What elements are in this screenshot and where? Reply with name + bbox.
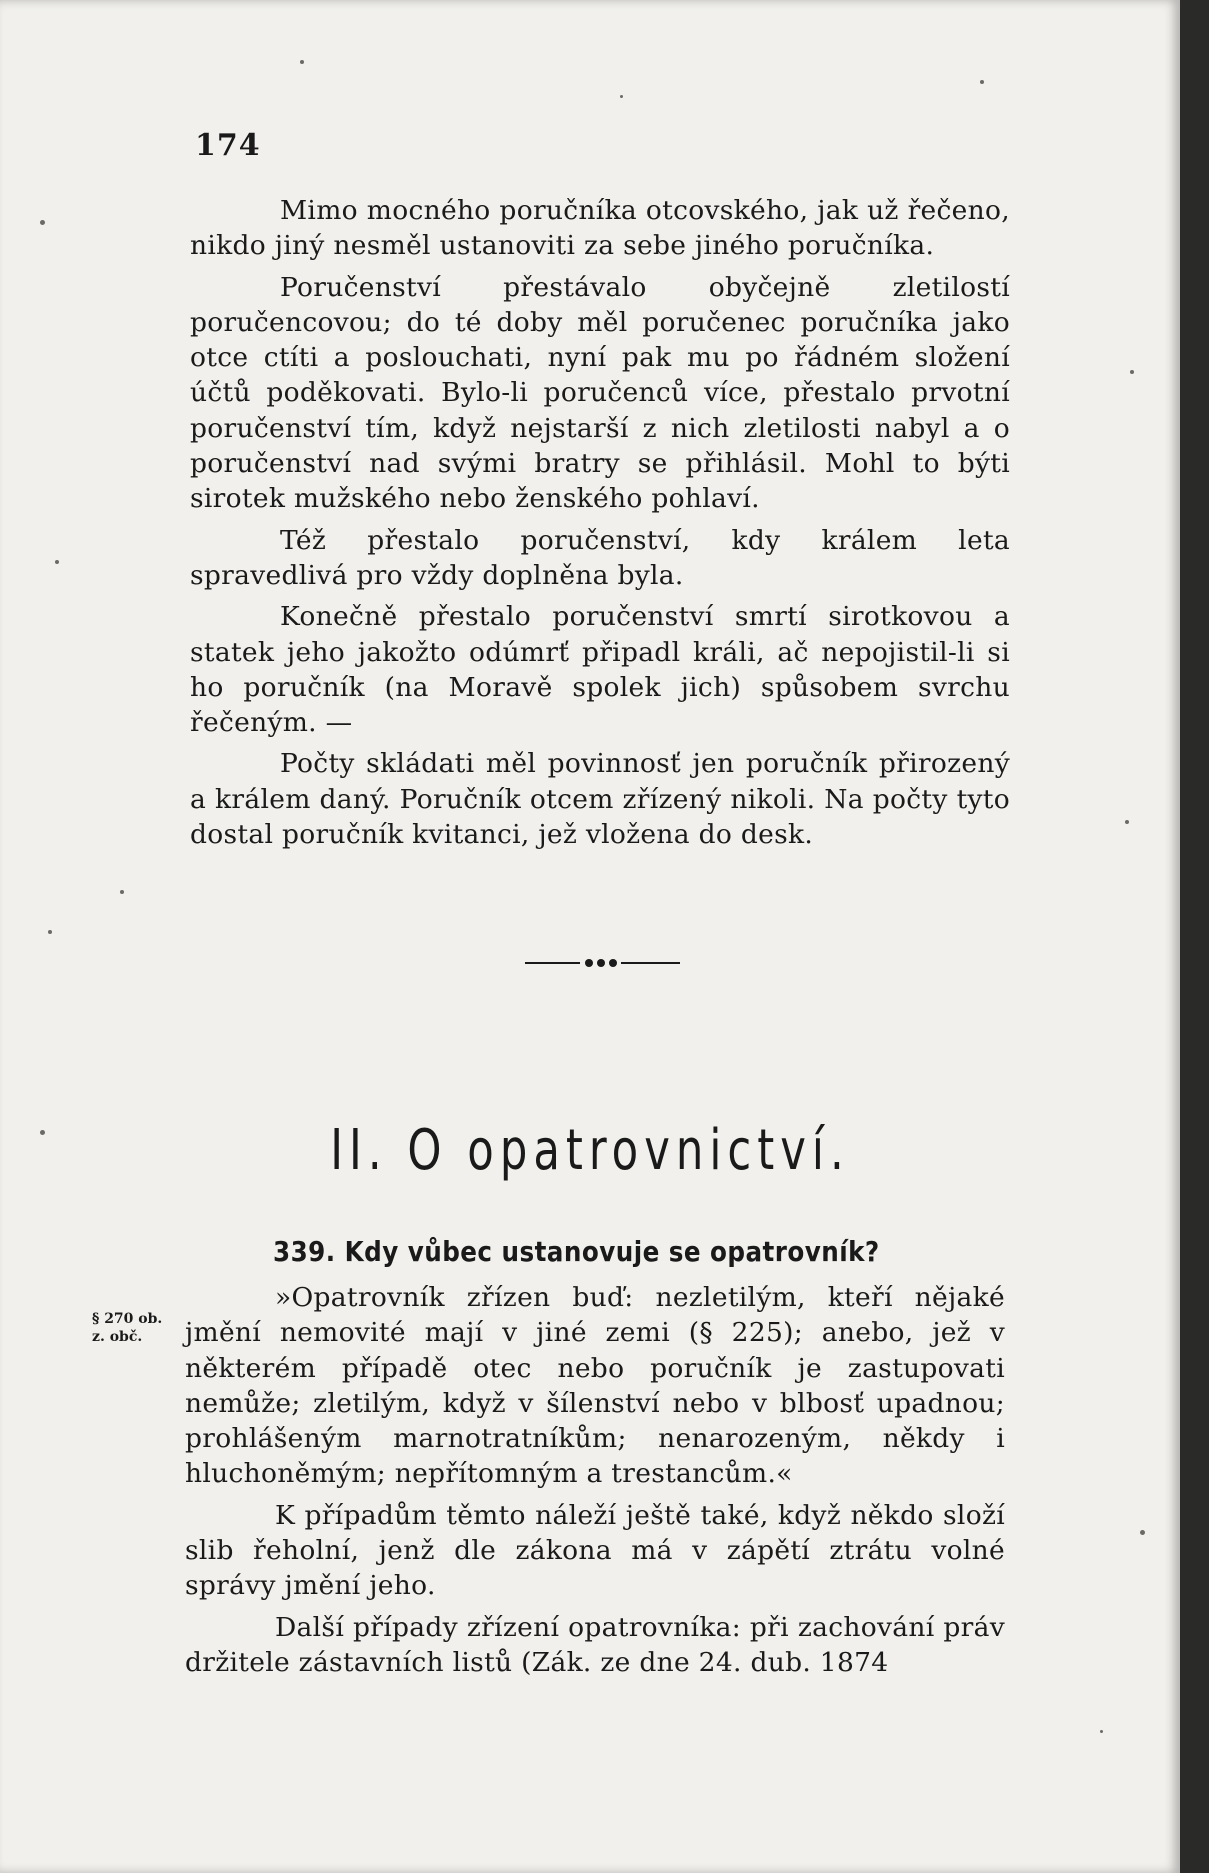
paper-speck	[620, 95, 623, 98]
paper-speck	[40, 220, 45, 225]
paper-speck	[48, 930, 52, 934]
paragraph: »Opatrovník zřízen buď: nezletilým, kteří nějaké jmění nemovité mají v jiné zemi (§ 225); anebo, jež v některém případě otec nebo poručník je zastupovati nemůže; zletilým, když v šílenství nebo v blbosť upadnou; prohlášeným marnotratníkům; nenarozeným, někdy i hluchoněmým; nepřítomným a trestancům.«	[185, 1282, 1005, 1490]
paragraph: Též přestalo poručenství, kdy králem leta spravedlivá pro vždy doplněna byla.	[190, 524, 1010, 591]
paper-speck	[1100, 1730, 1103, 1733]
paper-speck	[300, 60, 304, 64]
paragraph: Konečně přestalo poručenství smrtí sirotkovou a statek jeho jakožto odúmrť připadl králi, ač nepojistil-li si ho poručník (na Moravě spolek jich) spůsobem svrchu řečeným. —	[190, 601, 1010, 739]
paper-speck	[120, 890, 124, 894]
section-text	[185, 1280, 1005, 1680]
margin-note-line: z. obč.	[92, 1329, 143, 1345]
paper-speck	[1140, 1530, 1145, 1535]
paper-speck	[1125, 820, 1129, 824]
paragraph: Další případy zřízení opatrovníka: při zachování práv držitele zástavních listů (Zák. ze dne 24. dub. 1874	[185, 1611, 1005, 1678]
margin-note	[92, 1310, 162, 1346]
paragraph: K případům těmto náleží ještě také, když někdo složí slib řeholní, jenž dle zákona má v zápětí ztrátu volné správy jmění jeho.	[185, 1499, 1005, 1602]
paper-speck	[1130, 370, 1134, 374]
chapter-title: II. O opatrovnictví.	[330, 1118, 850, 1183]
paper-speck	[55, 560, 59, 564]
section-text	[190, 193, 1010, 852]
margin-note-line: § 270 ob.	[92, 1311, 163, 1327]
paper-speck	[980, 80, 984, 84]
paper-speck	[40, 1130, 45, 1135]
paragraph: Mimo mocného poručníka otcovského, jak už řečeno, nikdo jiný nesměl ustanoviti za sebe jiného poručníka.	[190, 195, 1010, 262]
paragraph: Počty skládati měl povinnosť jen poručník přirozený a králem daný. Poručník otcem zřízený nikoli. Na počty tyto dostal poručník kvitanci, jež vložena do desk.	[190, 748, 1010, 851]
section-divider-ornament	[525, 956, 680, 970]
question-heading	[273, 1235, 880, 1268]
question-number: 339.	[273, 1235, 336, 1268]
paragraph: Poručenství přestávalo obyčejně zletilostí poručencovou; do té doby měl poručenec poručníka jako otce ctíti a poslouchati, nyní pak mu po řádném složení účtů poděkovati. Bylo-li poručenců více, přestalo prvotní poručenství tím, když nejstarší z nich zletilosti nabyl a o poručenství nad svými bratry se přihlásil. Mohl to býti sirotek mužského nebo ženského pohlaví.	[190, 271, 1010, 515]
page-number: 174	[195, 128, 261, 163]
question-text: Kdy vůbec ustanovuje se opatrovník?	[344, 1235, 880, 1268]
